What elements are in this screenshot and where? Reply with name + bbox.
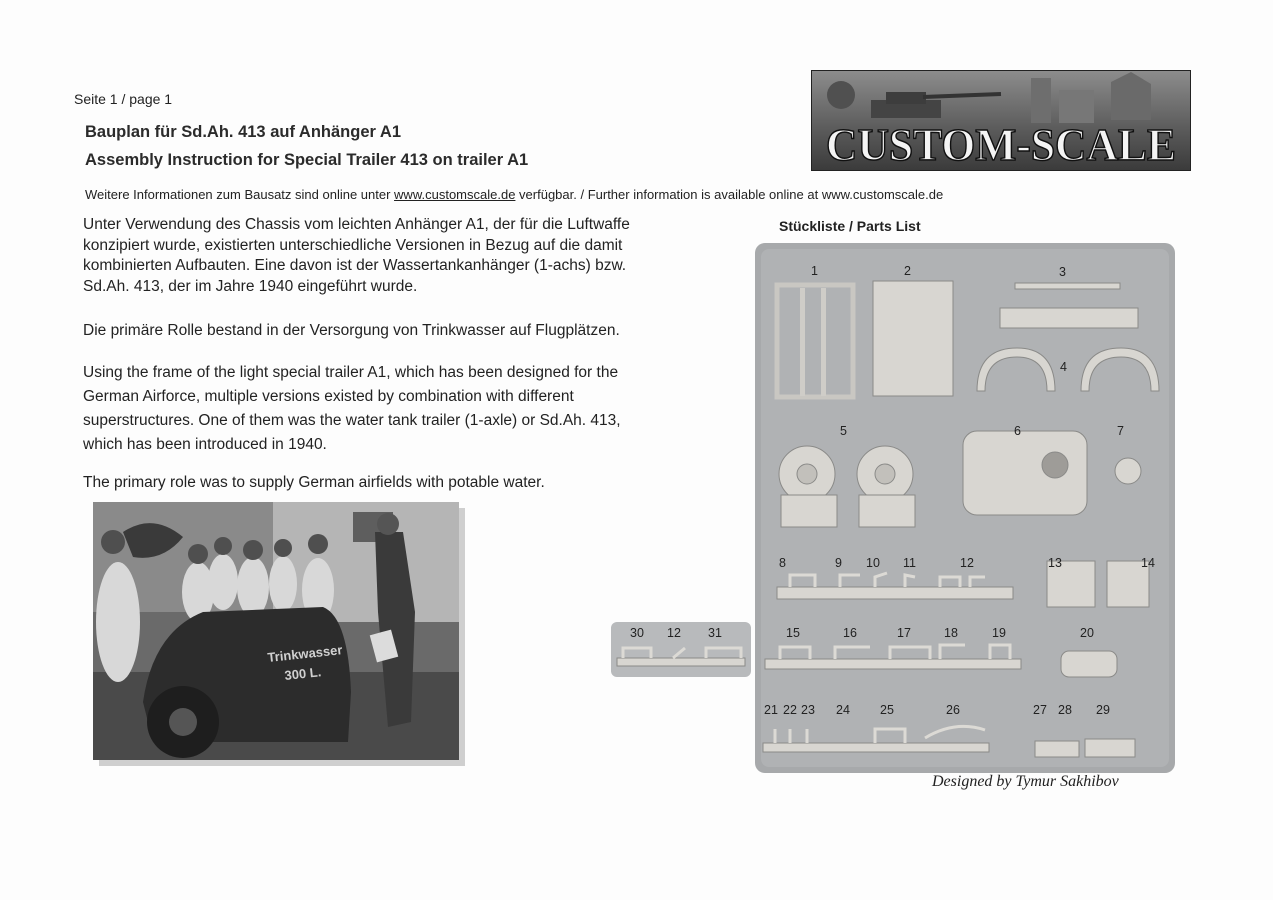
info-suffix: verfügbar. / Further information is available online at www.customscale.de	[515, 187, 944, 202]
paragraph-line: Unter Verwendung des Chassis vom leichten Anhänger A1, der für die Luftwaffe	[83, 216, 630, 233]
part-number: 15	[786, 626, 800, 640]
part-number: 5	[840, 424, 847, 438]
part-number: 24	[836, 703, 850, 717]
title-german: Bauplan für Sd.Ah. 413 auf Anhänger A1	[85, 123, 401, 141]
part-number: 28	[1058, 703, 1072, 717]
part-number: 27	[1033, 703, 1047, 717]
info-prefix: Weitere Informationen zum Bausatz sind online unter	[85, 187, 395, 202]
paragraph-line: konzipiert wurde, existierten unterschiedliche Versionen in Bezug auf die damit	[83, 236, 623, 254]
part-number: 31	[708, 626, 722, 640]
parts-list-photo	[755, 243, 1175, 773]
part-number: 13	[1048, 556, 1062, 570]
custom-scale-logo	[811, 70, 1191, 171]
part-number: 29	[1096, 703, 1110, 717]
part-number: 8	[779, 556, 786, 570]
part-number: 12	[960, 556, 974, 570]
logo-text: CUSTOM-SCALE	[826, 119, 1176, 170]
paragraph-de-2: Die primäre Rolle bestand in der Versorgung von Trinkwasser auf Flugplätzen.	[83, 322, 620, 339]
part-number: 22	[783, 703, 797, 717]
paragraph-en-2: The primary role was to supply German airfields with potable water.	[83, 474, 545, 491]
title-english: Assembly Instruction for Special Trailer 413 on trailer A1	[85, 151, 529, 169]
paragraph-line: Sd.Ah. 413, der im Jahre 1940 eingeführt wurde.	[83, 277, 418, 295]
part-number: 25	[880, 703, 894, 717]
extra-parts-photo	[611, 622, 751, 677]
part-number: 14	[1141, 556, 1155, 570]
part-number: 21	[764, 703, 778, 717]
part-number: 16	[843, 626, 857, 640]
part-number: 23	[801, 703, 815, 717]
part-number: 10	[866, 556, 880, 570]
part-number: 20	[1080, 626, 1094, 640]
part-number: 30	[630, 626, 644, 640]
paragraph-line: superstructures. One of them was the water tank trailer (1-axle) or Sd.Ah. 413,	[83, 412, 621, 429]
paragraph-line: German Airforce, multiple versions existed by combination with different	[83, 388, 574, 405]
part-number: 11	[903, 556, 916, 570]
part-number: 9	[835, 556, 842, 570]
part-number: 26	[946, 703, 960, 717]
photo-tank-label-1: Trinkwasser	[266, 642, 344, 665]
page-label: Seite 1 / page 1	[74, 91, 173, 107]
part-number: 7	[1117, 424, 1124, 438]
part-number: 17	[897, 626, 911, 640]
paragraph-line: kombinierten Aufbauten. Eine davon ist der Wassertankanhänger (1-achs) bzw.	[83, 257, 627, 275]
paragraph-line: Using the frame of the light special trailer A1, which has been designed for the	[83, 364, 619, 381]
part-number: 19	[992, 626, 1006, 640]
paragraph-line: which has been introduced in 1940.	[83, 436, 327, 453]
paragraph-en-1	[83, 361, 663, 457]
part-number: 18	[944, 626, 958, 640]
info-line	[85, 187, 943, 202]
historic-photo	[93, 502, 465, 766]
part-number: 2	[904, 264, 911, 278]
website-link[interactable]: www.customscale.de	[394, 187, 516, 202]
photo-tank-label-2: 300 L.	[283, 664, 322, 683]
part-number: 4	[1060, 360, 1067, 374]
designer-credit: Designed by Tymur Sakhibov	[932, 773, 1119, 790]
part-number: 3	[1059, 265, 1066, 279]
part-number: 12	[667, 626, 681, 640]
part-number: 1	[811, 264, 818, 278]
paragraph-de-1	[83, 215, 663, 297]
part-number: 6	[1014, 424, 1021, 438]
parts-list-title: Stückliste / Parts List	[779, 218, 921, 234]
